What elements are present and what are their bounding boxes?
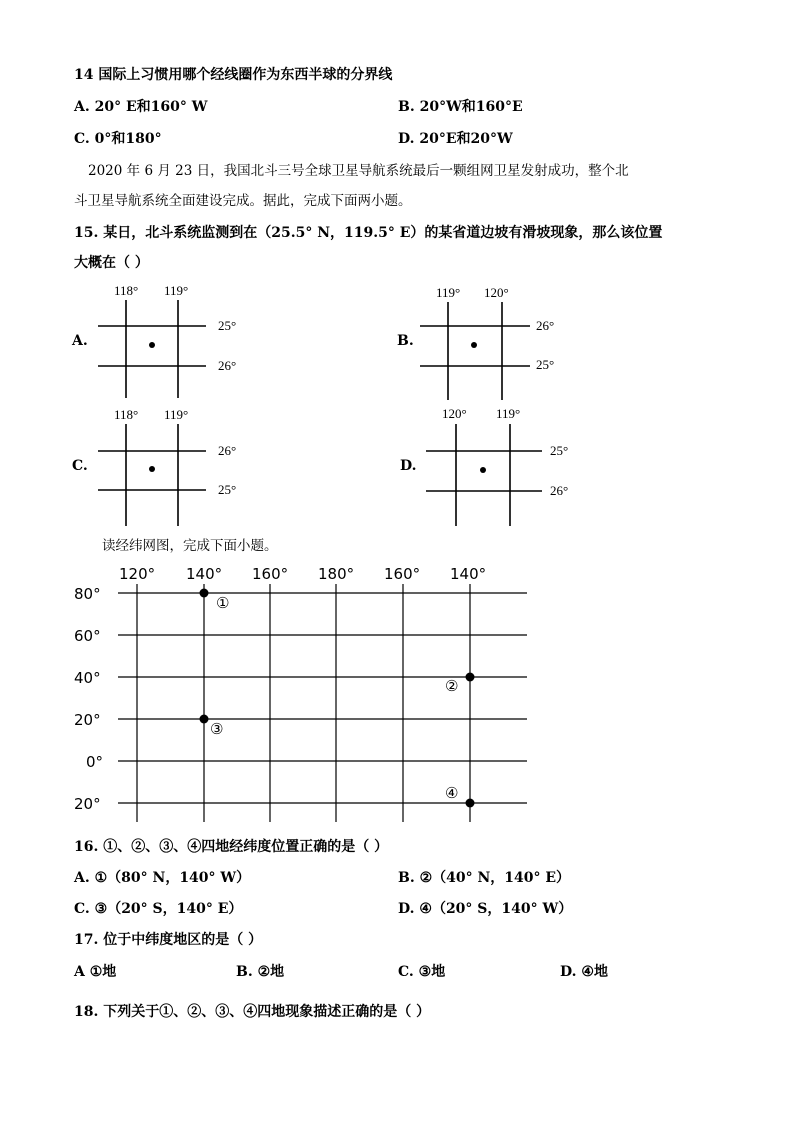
lat-label-top: 26° (536, 318, 555, 333)
lat-label: 40° (74, 669, 101, 687)
q15-option-a-label: A. (72, 333, 88, 349)
q16-stem: 16. ①、②、③、④四地经纬度位置正确的是（ ） (74, 839, 389, 855)
q17-option-b: B. ②地 (236, 964, 285, 980)
point-4-dot (466, 799, 475, 808)
point-3-label: ③ (210, 720, 224, 738)
lat-label-top: 25° (218, 318, 237, 333)
q17-option-c: C. ③地 (398, 964, 446, 980)
lon-label-right: 119° (164, 283, 189, 298)
q18-stem: 18. 下列关于①、②、③、④四地现象描述正确的是（ ） (74, 1004, 431, 1020)
q16-option-b: B. ②（40° N，140° E） (398, 870, 571, 886)
q15-stem-line-1: 15. 某日，北斗系统监测到在（25.5° N，119.5° E）的某省道边坡有滑坡现象，那么该位置 (74, 225, 663, 241)
lat-label-top: 25° (550, 443, 569, 458)
lon-label-left: 120° (442, 406, 467, 421)
q14-option-c: C. 0°和180° (74, 131, 162, 147)
lat-label-bottom: 26° (550, 483, 569, 498)
lat-label-bottom: 25° (218, 482, 237, 497)
location-dot (149, 342, 155, 348)
q15-option-c-label: C. (72, 458, 88, 474)
lon-label: 160° (252, 565, 289, 583)
q16-option-c: C. ③（20° S，140° E） (74, 901, 243, 917)
q14-stem: 14 国际上习惯用哪个经线圈作为东西半球的分界线 (74, 67, 393, 83)
point-1-label: ① (216, 594, 230, 612)
q15-option-d-label: D. (400, 458, 417, 474)
lon-label-right: 120° (484, 285, 509, 300)
lat-label-bottom: 25° (536, 357, 555, 372)
q15-option-b-label: B. (397, 333, 414, 349)
point-2-dot (466, 673, 475, 682)
lat-label: 80° (74, 585, 101, 603)
location-dot (480, 467, 486, 473)
point-4-label: ④ (445, 784, 459, 802)
location-dot (149, 466, 155, 472)
q15-option-b-diagram (418, 280, 578, 400)
q14-option-d: D. 20°E和20°W (398, 131, 513, 147)
lat-label-top: 26° (218, 443, 237, 458)
lat-label: 20° (74, 795, 101, 813)
passage-line-1: 2020 年 6 月 23 日，我国北斗三号全球卫星导航系统最后一颗组网卫星发射成功，整个北 (88, 163, 629, 179)
lon-label: 140° (186, 565, 223, 583)
lon-label-left: 118° (114, 283, 139, 298)
q14-option-a: A. 20° E和160° W (74, 99, 208, 115)
q16-option-a: A. ①（80° N，140° W） (74, 870, 251, 886)
q17-stem: 17. 位于中纬度地区的是（ ） (74, 932, 263, 948)
map-intro: 读经纬网图，完成下面小题。 (102, 538, 278, 554)
q17-option-a: A ①地 (74, 964, 117, 980)
location-dot (471, 342, 477, 348)
lat-label: 60° (74, 627, 101, 645)
lon-label: 180° (318, 565, 355, 583)
lon-label: 120° (119, 565, 156, 583)
point-2-label: ② (445, 677, 459, 695)
lon-label: 140° (450, 565, 487, 583)
lon-label-left: 118° (114, 407, 139, 422)
lat-label-bottom: 26° (218, 358, 237, 373)
lon-label-right: 119° (164, 407, 189, 422)
lat-label: 0° (86, 753, 104, 771)
q17-option-d: D. ④地 (560, 964, 608, 980)
point-1-dot (200, 589, 209, 598)
q15-stem-line-2: 大概在（ ） (74, 255, 149, 271)
lon-label: 160° (384, 565, 421, 583)
passage-line-2: 斗卫星导航系统全面建设完成。据此，完成下面两小题。 (74, 193, 412, 209)
lat-lon-grid-map (0, 560, 560, 830)
q14-option-b: B. 20°W和160°E (398, 99, 523, 115)
q15-option-c-diagram (94, 404, 254, 528)
lat-label: 20° (74, 711, 101, 729)
q15-option-a-diagram (94, 280, 254, 400)
lon-label-right: 119° (496, 406, 521, 421)
q16-option-d: D. ④（20° S，140° W） (398, 901, 573, 917)
q15-option-d-diagram (420, 402, 590, 528)
lon-label-left: 119° (436, 285, 461, 300)
point-3-dot (200, 715, 209, 724)
